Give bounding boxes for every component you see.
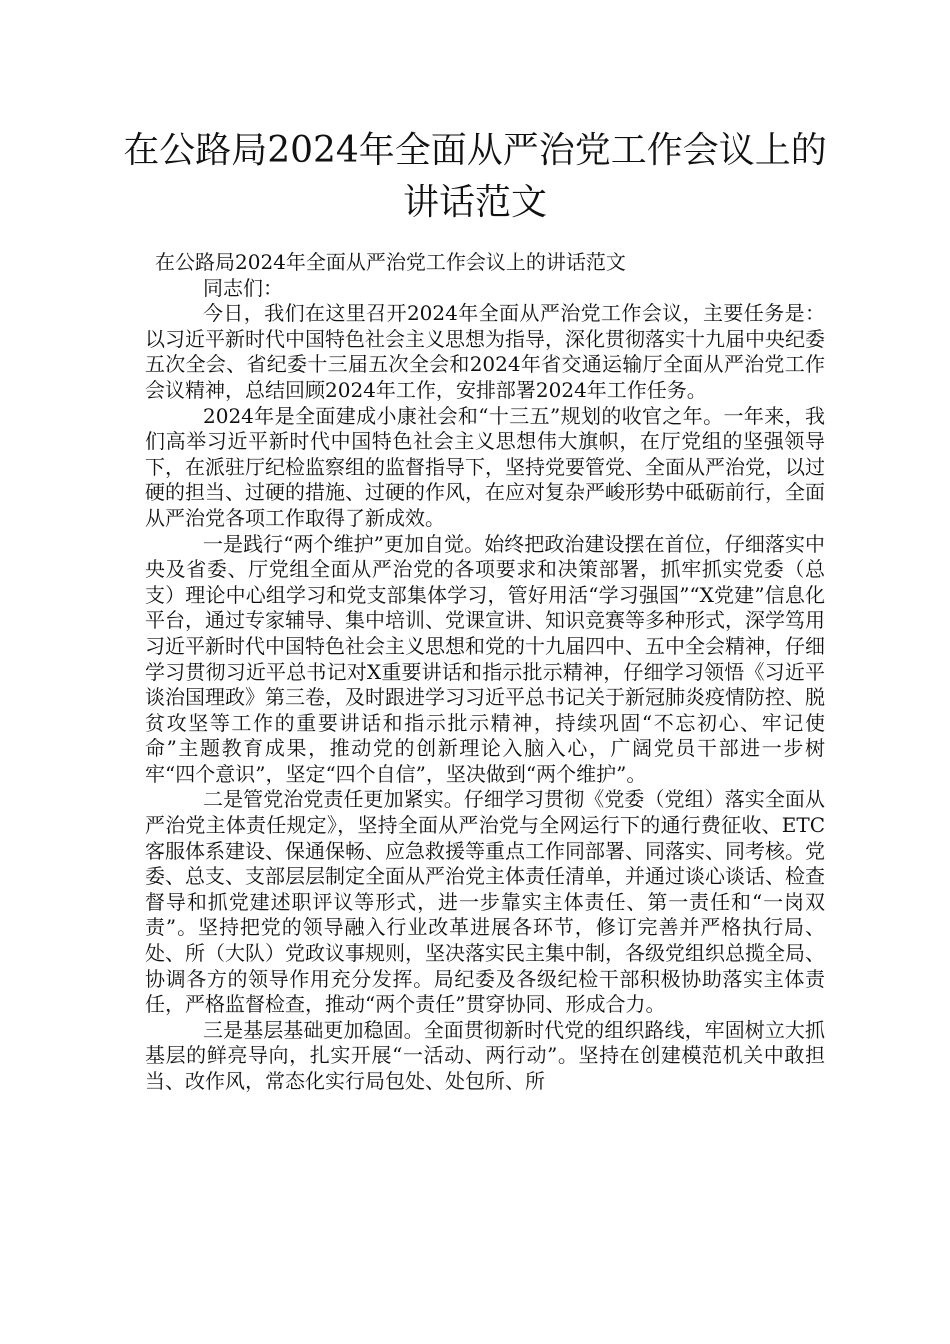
paragraph-point-one: 一是践行“两个维护”更加自觉。始终把政治建设摆在首位，仔细落实中央及省委、厅党组全面从严治党的各项要求和决策部署，抓牢抓实党委（总支）理论中心组学习和党支部集体学习，管好用活“学习强国”“X党建”信息化平台，通过专家辅导、集中培训、党课宣讲、知识竞赛等多种形式，深学笃用习近平新时代中国特色社会主义思想和党的十九届四中、五中全会精神，仔细学习贯彻习近平总书记对X重要讲话和指示批示精神，仔细学习领悟《习近平谈治国理政》第三卷，及时跟进学习习近平总书记关于新冠肺炎疫情防控、脱贫攻坚等工作的重要讲话和指示批示精神，持续巩固“不忘初心、牢记使命”主题教育成果，推动党的创新理论入脑入心，广阔党员干部进一步树牢“四个意识”，坚定“四个自信”，坚决做到“两个维护”。 — [145, 531, 825, 786]
salutation: 同志们： — [203, 275, 283, 300]
paragraph-point-three: 三是基层基础更加稳固。全面贯彻新时代党的组织路线，牢固树立大抓基层的鲜亮导向，扎实开展“一活动、两行动”。坚持在创建模范机关中敢担当、改作风，常态化实行局包处、处包所、所 — [145, 1017, 825, 1093]
document-body — [145, 250, 825, 1095]
document-subtitle: 在公路局2024年全面从严治党工作会议上的讲话范文 — [155, 250, 626, 274]
paragraph-opening: 今日，我们在这里召开2024年全面从严治党工作会议，主要任务是：以习近平新时代中国特色社会主义思想为指导，深化贯彻落实十九届中央纪委五次全会、省纪委十三届五次全会和2024年省交通运输厅全面从严治党工作会议精神，总结回顾2024年工作，安排部署2024年工作任务。 — [145, 301, 825, 402]
paragraph-review: 2024年是全面建成小康社会和“十三五”规划的收官之年。一年来，我们高举习近平新时代中国特色社会主义思想伟大旗帜，在厅党组的坚强领导下，在派驻厅纪检监察组的监督指导下，坚持党要管党、全面从严治党，以过硬的担当、过硬的措施、过硬的作风，在应对复杂严峻形势中砥砺前行，全面从严治党各项工作取得了新成效。 — [145, 403, 825, 530]
document-title: 在公路局2024年全面从严治党工作会议上的讲话范文 — [123, 130, 827, 223]
paragraph-point-two: 二是管党治党责任更加紧实。仔细学习贯彻《党委（党组）落实全面从严治党主体责任规定》，坚持全面从严治党与全网运行下的通行费征收、ETC客服体系建设、保通保畅、应急救援等重点工作同部署、同落实、同考核。党委、总支、支部层层制定全面从严治党主体责任清单，并通过谈心谈话、检查督导和抓党建述职评议等形式，进一步靠实主体责任、第一责任和“一岗双责”。坚持把党的领导融入行业改革进展各环节，修订完善并严格执行局、处、所（大队）党政议事规则，坚决落实民主集中制，各级党组织总揽全局、协调各方的领导作用充分发挥。局纪委及各级纪检干部积极协助落实主体责任，严格监督检查，推动“两个责任”贯穿协同、形成合力。 — [145, 787, 825, 1017]
